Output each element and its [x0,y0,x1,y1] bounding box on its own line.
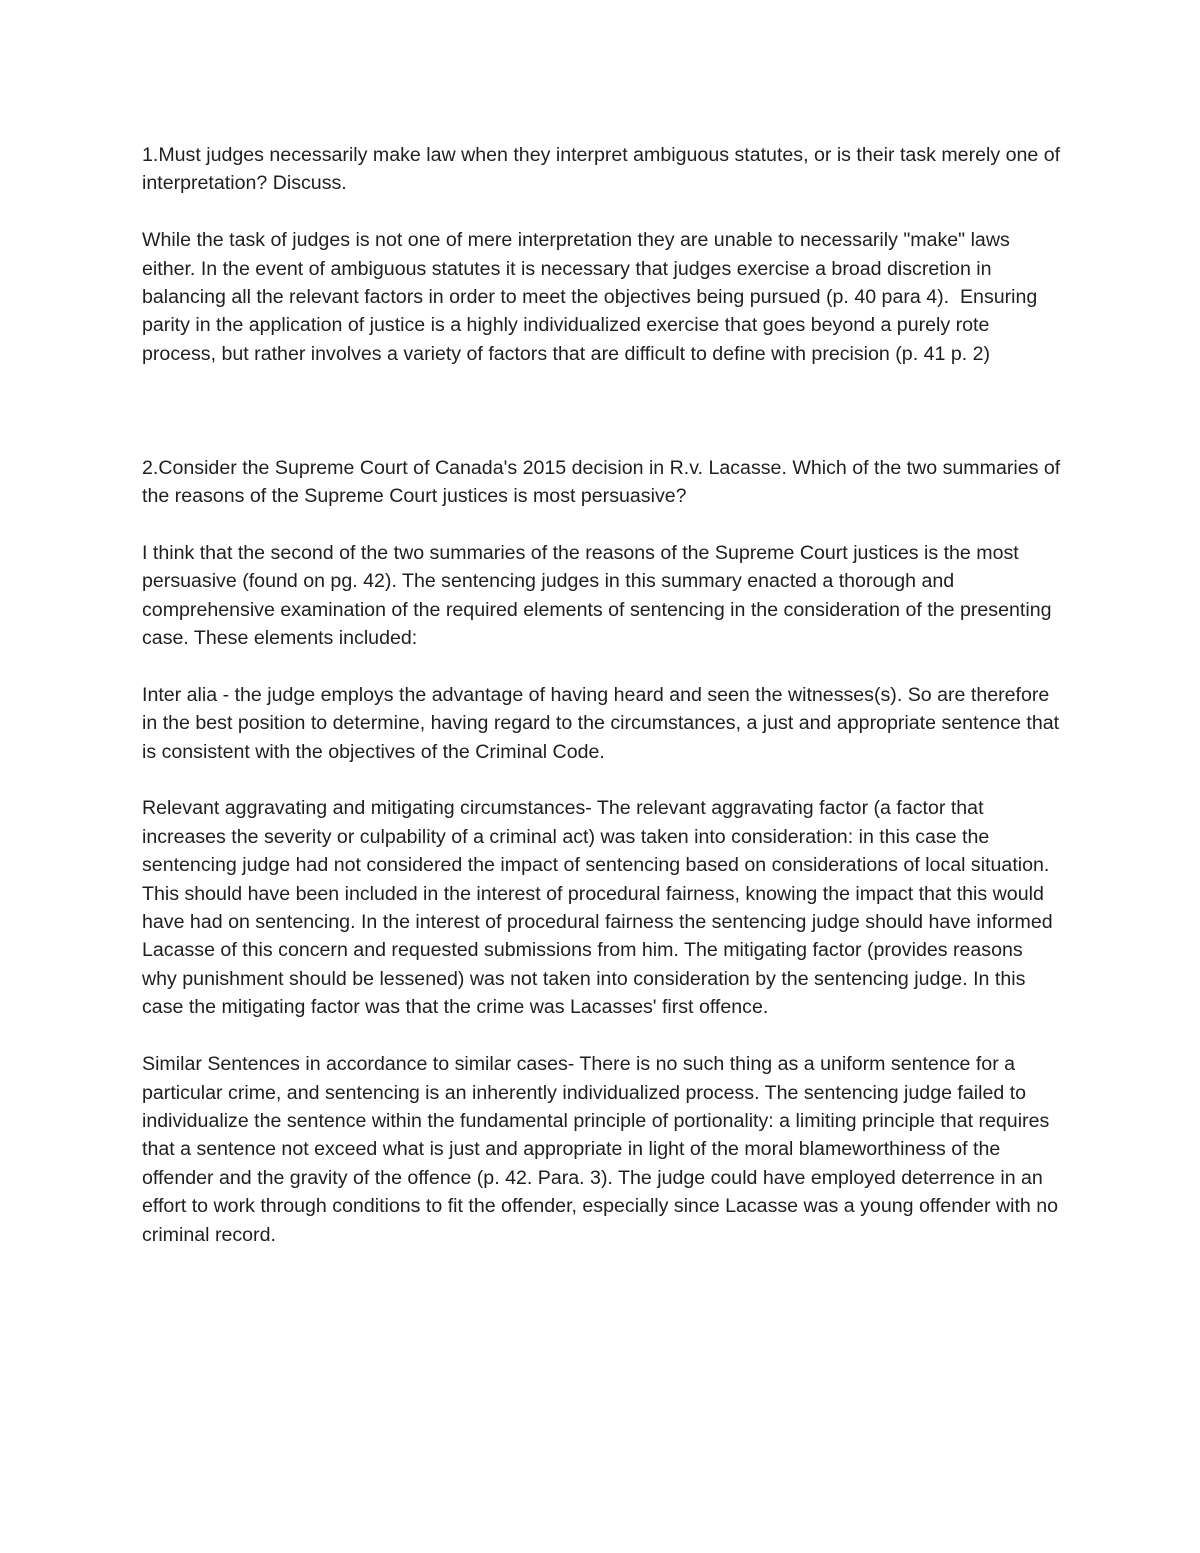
question-1-answer: While the task of judges is not one of mere interpretation they are unable to necessarily "make" laws either. In the event of ambiguous statutes it is necessary that judges exercise a broad discretion in balancing all the relevant factors in order to meet the objectives being pursued (p. 40 para 4). Ensuring parity in the application of justice is a highly individualized exercise that goes beyond a purely rote process, but rather involves a variety of factors that are difficult to define with precision (p. 41 p. 2) [142,229,1043,365]
document-body [142,141,1066,1277]
question-2-answer-intro: I think that the second of the two summaries of the reasons of the Supreme Court justices is the most persuasive (found on pg. 42). The sentencing judges in this summary enacted a thorough and comprehensive examination of the required elements of sentencing in the consideration of the presenting case. These elements included: [142,541,1057,650]
circumstances-paragraph: Relevant aggravating and mitigating circumstances- The relevant aggravating factor (a factor that increases the severity or culpability of a criminal act) was taken into consideration: in this case the sentencing judge had not considered the impact of sentencing based on considerations of local situation. This should have been included in the interest of procedural fairness, knowing the impact that this would have had on sentencing. In the interest of procedural fairness the sentencing judge should have informed Lacasse of this concern and requested submissions from him. The mitigating factor (provides reasons why punishment should be lessened) was not taken into consideration by the sentencing judge. In this case the mitigating factor was that the crime was Lacasses' first offence. [142,797,1059,1019]
question-1-prompt: 1.Must judges necessarily make law when they interpret ambiguous statutes, or is their task merely one of interpretation? Discuss. [142,144,1066,195]
inter-alia-paragraph: Inter alia - the judge employs the advantage of having heard and seen the witnesses(s). So are therefore in the best position to determine, having regard to the circumstances, a just and appropriate sentence that is consistent with the objectives of the Criminal Code. [142,683,1065,763]
similar-sentences-paragraph: Similar Sentences in accordance to similar cases- There is no such thing as a uniform sentence for a particular crime, and sentencing is an inherently individualized process. The sentencing judge failed to individualize the sentence within the fundamental principle of portionality: a limiting principle that requires that a sentence not exceed what is just and appropriate in light of the moral blameworthiness of the offender and the gravity of the offence (p. 42. Para. 3). The judge could have employed deterrence in an effort to work through conditions to fit the offender, especially since Lacasse was a young offender with no criminal record. [142,1053,1064,1246]
section-spacer [142,397,1062,454]
question-2-prompt: 2.Consider the Supreme Court of Canada's 2015 decision in R.v. Lacasse. Which of the two summaries of the reasons of the Supreme Court justices is most persuasive? [142,456,1066,508]
